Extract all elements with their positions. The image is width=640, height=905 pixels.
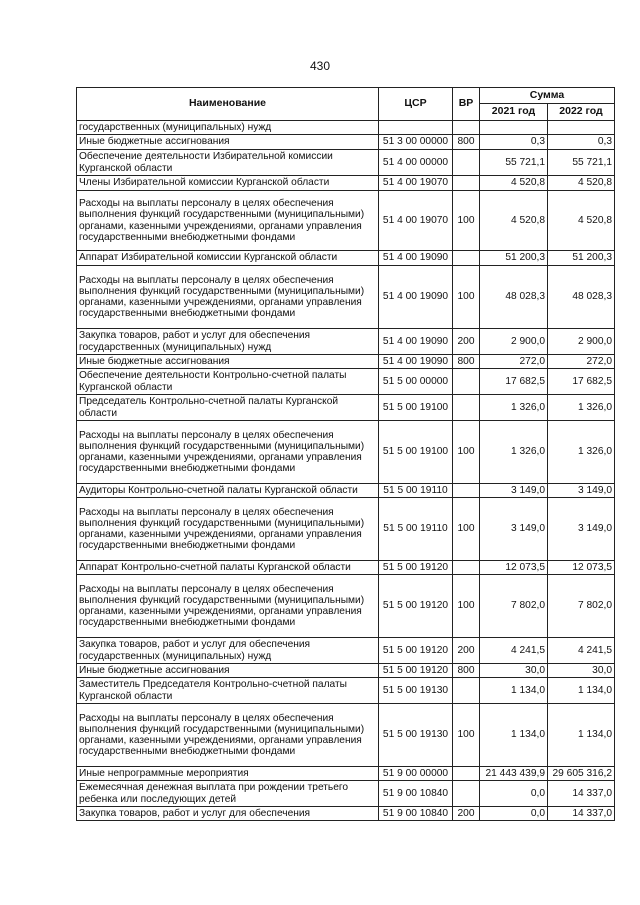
row-sum-2021: 1 134,0: [480, 704, 548, 767]
row-name: Иные бюджетные ассигнования: [77, 135, 379, 150]
row-csr: 51 5 00 00000: [379, 369, 453, 395]
row-sum-2022: [548, 121, 615, 135]
row-sum-2021: 48 028,3: [480, 266, 548, 329]
row-sum-2022: 4 520,8: [548, 176, 615, 191]
row-sum-2021: 7 802,0: [480, 575, 548, 638]
row-sum-2022: 3 149,0: [548, 498, 615, 561]
table-row: [77, 329, 615, 355]
row-name: Аппарат Контрольно-счетной палаты Курганской области: [77, 561, 379, 575]
row-csr: 51 4 00 19090: [379, 266, 453, 329]
row-name: Ежемесячная денежная выплата при рождении третьего ребенка или последующих детей: [77, 781, 379, 807]
row-sum-2022: 4 520,8: [548, 191, 615, 251]
row-sum-2022: 51 200,3: [548, 251, 615, 266]
row-sum-2022: 55 721,1: [548, 150, 615, 176]
table-body: [77, 121, 615, 821]
row-sum-2022: 2 900,0: [548, 329, 615, 355]
header-name: Наименование: [77, 88, 379, 121]
table-row: [77, 484, 615, 498]
row-sum-2021: 4 241,5: [480, 638, 548, 664]
row-sum-2021: 55 721,1: [480, 150, 548, 176]
row-sum-2022: 17 682,5: [548, 369, 615, 395]
row-csr: 51 5 00 19110: [379, 498, 453, 561]
row-csr: 51 5 00 19130: [379, 678, 453, 704]
row-sum-2021: 3 149,0: [480, 484, 548, 498]
row-name: Расходы на выплаты персоналу в целях обеспечения выполнения функций государственными (муниципальными) органами, казенными учреждениями, органами управления государственными внебюджетными фондами: [77, 266, 379, 329]
row-csr: 51 5 00 19120: [379, 575, 453, 638]
table-row: [77, 575, 615, 638]
row-csr: 51 5 00 19120: [379, 664, 453, 678]
row-vr: [453, 121, 480, 135]
table-row: [77, 395, 615, 421]
row-sum-2022: 30,0: [548, 664, 615, 678]
row-csr: 51 5 00 19100: [379, 395, 453, 421]
row-vr: 200: [453, 329, 480, 355]
table-row: [77, 369, 615, 395]
row-sum-2021: 1 326,0: [480, 421, 548, 484]
row-vr: [453, 561, 480, 575]
row-name: Расходы на выплаты персоналу в целях обеспечения выполнения функций государственными (муниципальными) органами, казенными учреждениями, органами управления государственными внебюджетными фондами: [77, 421, 379, 484]
row-sum-2021: 1 326,0: [480, 395, 548, 421]
row-vr: [453, 781, 480, 807]
row-vr: 800: [453, 135, 480, 150]
table-row: [77, 781, 615, 807]
row-name: Расходы на выплаты персоналу в целях обеспечения выполнения функций государственными (муниципальными) органами, казенными учреждениями, органами управления государственными внебюджетными фондами: [77, 575, 379, 638]
row-sum-2022: 272,0: [548, 355, 615, 369]
row-sum-2022: 7 802,0: [548, 575, 615, 638]
row-name: Обеспечение деятельности Контрольно-счетной палаты Курганской области: [77, 369, 379, 395]
row-vr: 100: [453, 421, 480, 484]
table-row: [77, 704, 615, 767]
row-sum-2022: 1 326,0: [548, 421, 615, 484]
row-csr: 51 4 00 19090: [379, 329, 453, 355]
row-sum-2021: 21 443 439,9: [480, 767, 548, 781]
header-csr: ЦСР: [379, 88, 453, 121]
row-vr: 200: [453, 638, 480, 664]
table-row: [77, 664, 615, 678]
page-number: 430: [309, 59, 331, 73]
row-csr: 51 9 00 10840: [379, 781, 453, 807]
row-sum-2022: 0,3: [548, 135, 615, 150]
row-sum-2021: 4 520,8: [480, 176, 548, 191]
row-vr: [453, 251, 480, 266]
row-sum-2021: 17 682,5: [480, 369, 548, 395]
row-name: Иные бюджетные ассигнования: [77, 664, 379, 678]
row-csr: 51 9 00 10840: [379, 807, 453, 821]
row-name: Аудиторы Контрольно-счетной палаты Курганской области: [77, 484, 379, 498]
row-name: Закупка товаров, работ и услуг для обеспечения: [77, 807, 379, 821]
row-csr: 51 5 00 19100: [379, 421, 453, 484]
row-sum-2022: 14 337,0: [548, 781, 615, 807]
row-name: Члены Избирательной комиссии Курганской области: [77, 176, 379, 191]
table-row: [77, 266, 615, 329]
row-vr: 800: [453, 355, 480, 369]
row-name: Председатель Контрольно-счетной палаты Курганской области: [77, 395, 379, 421]
row-vr: [453, 484, 480, 498]
row-sum-2022: 1 134,0: [548, 678, 615, 704]
table-row: [77, 135, 615, 150]
row-name: Обеспечение деятельности Избирательной комиссии Курганской области: [77, 150, 379, 176]
table-row: [77, 767, 615, 781]
row-vr: 800: [453, 664, 480, 678]
row-vr: 100: [453, 191, 480, 251]
table-row: [77, 498, 615, 561]
row-name: Закупка товаров, работ и услуг для обеспечения государственных (муниципальных) нужд: [77, 329, 379, 355]
row-csr: 51 4 00 19070: [379, 176, 453, 191]
row-sum-2021: 0,0: [480, 807, 548, 821]
table-row: [77, 150, 615, 176]
row-sum-2021: 12 073,5: [480, 561, 548, 575]
row-name: Заместитель Председателя Контрольно-счетной палаты Курганской области: [77, 678, 379, 704]
table-header: [77, 88, 615, 121]
row-vr: 100: [453, 704, 480, 767]
row-sum-2022: 1 134,0: [548, 704, 615, 767]
table-row: [77, 421, 615, 484]
row-sum-2022: 29 605 316,2: [548, 767, 615, 781]
row-vr: 100: [453, 498, 480, 561]
row-name: Расходы на выплаты персоналу в целях обеспечения выполнения функций государственными (муниципальными) органами, казенными учреждениями, органами управления государственными внебюджетными фондами: [77, 498, 379, 561]
budget-table: [76, 87, 615, 821]
row-csr: 51 5 00 19110: [379, 484, 453, 498]
row-csr: 51 3 00 00000: [379, 135, 453, 150]
table-row: [77, 678, 615, 704]
table-row: [77, 176, 615, 191]
row-csr: 51 5 00 19130: [379, 704, 453, 767]
row-vr: [453, 395, 480, 421]
row-sum-2021: 272,0: [480, 355, 548, 369]
table-row: [77, 807, 615, 821]
row-sum-2021: 4 520,8: [480, 191, 548, 251]
row-vr: 100: [453, 575, 480, 638]
row-csr: [379, 121, 453, 135]
row-name: Аппарат Избирательной комиссии Курганской области: [77, 251, 379, 266]
row-sum-2021: 0,0: [480, 781, 548, 807]
row-name: Расходы на выплаты персоналу в целях обеспечения выполнения функций государственными (муниципальными) органами, казенными учреждениями, органами управления государственными внебюджетными фондами: [77, 191, 379, 251]
row-vr: 200: [453, 807, 480, 821]
table-row: [77, 561, 615, 575]
header-year-2021: 2021 год: [480, 104, 548, 121]
row-sum-2021: 1 134,0: [480, 678, 548, 704]
row-sum-2022: 1 326,0: [548, 395, 615, 421]
row-sum-2022: 4 241,5: [548, 638, 615, 664]
row-vr: [453, 176, 480, 191]
row-csr: 51 4 00 19070: [379, 191, 453, 251]
table-row: [77, 355, 615, 369]
row-csr: 51 4 00 00000: [379, 150, 453, 176]
row-name: Расходы на выплаты персоналу в целях обеспечения выполнения функций государственными (муниципальными) органами, казенными учреждениями, органами управления государственными внебюджетными фондами: [77, 704, 379, 767]
row-csr: 51 4 00 19090: [379, 251, 453, 266]
row-vr: [453, 369, 480, 395]
row-csr: 51 9 00 00000: [379, 767, 453, 781]
row-sum-2022: 14 337,0: [548, 807, 615, 821]
row-sum-2021: 2 900,0: [480, 329, 548, 355]
row-csr: 51 4 00 19090: [379, 355, 453, 369]
row-sum-2021: 30,0: [480, 664, 548, 678]
row-vr: [453, 678, 480, 704]
row-sum-2022: 48 028,3: [548, 266, 615, 329]
row-vr: [453, 767, 480, 781]
row-vr: 100: [453, 266, 480, 329]
table-row: [77, 251, 615, 266]
table-row: [77, 638, 615, 664]
row-sum-2022: 12 073,5: [548, 561, 615, 575]
row-name: Закупка товаров, работ и услуг для обеспечения государственных (муниципальных) нужд: [77, 638, 379, 664]
row-name: Иные бюджетные ассигнования: [77, 355, 379, 369]
row-name: государственных (муниципальных) нужд: [77, 121, 379, 135]
header-year-2022: 2022 год: [548, 104, 615, 121]
row-vr: [453, 150, 480, 176]
header-vr: ВР: [453, 88, 480, 121]
row-name: Иные непрограммные мероприятия: [77, 767, 379, 781]
row-sum-2021: 51 200,3: [480, 251, 548, 266]
row-sum-2021: [480, 121, 548, 135]
row-csr: 51 5 00 19120: [379, 561, 453, 575]
header-sum: Сумма: [480, 88, 615, 104]
table-row: [77, 191, 615, 251]
row-sum-2022: 3 149,0: [548, 484, 615, 498]
row-sum-2021: 3 149,0: [480, 498, 548, 561]
row-sum-2021: 0,3: [480, 135, 548, 150]
row-csr: 51 5 00 19120: [379, 638, 453, 664]
table-row: [77, 121, 615, 135]
